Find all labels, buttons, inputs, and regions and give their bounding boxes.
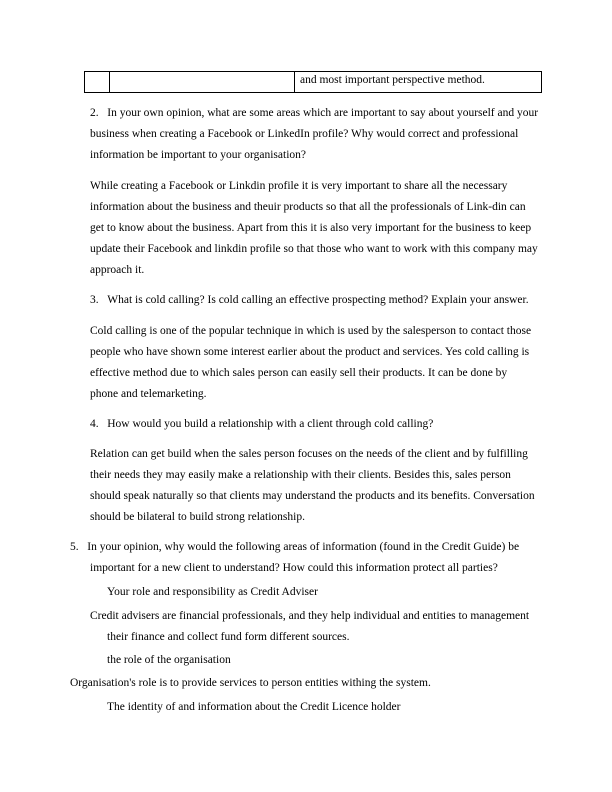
answer-text: get to know about the business. Apart from this it is also very important for the business to keep (90, 222, 532, 234)
question-text: In your own opinion, what are some areas which are important to say about yourself and your (107, 107, 539, 119)
answer-text: While creating a Facebook or Linkdin profile it is very important to share all the necessary (90, 180, 508, 192)
table-divider (294, 72, 295, 92)
subheading-organisation-role: the role of the organisation (107, 654, 231, 666)
question-text: What is cold calling? Is cold calling an effective prospecting method? Explain your answer. (107, 294, 529, 306)
answer-5 (90, 606, 541, 648)
question-number: 5. (70, 541, 79, 553)
answer-text: approach it. (90, 264, 145, 276)
answer-text: their finance and collect fund form different sources. (107, 631, 350, 643)
answer-text: information about the business and theuir products so that all the professionals of Link-din can (90, 201, 526, 213)
answer-text: should be bilateral to build strong relationship. (90, 511, 305, 523)
answer-text: update their Facebook and linkdin profile so that those who want to work with this company may (90, 243, 538, 255)
answer-text: phone and telemarketing. (90, 388, 207, 400)
subheading-credit-licence-holder: The identity of and information about the Credit Licence holder (107, 701, 401, 713)
answer-text: people who have shown some interest earlier about the product and services. Yes cold calling is (90, 346, 530, 358)
question-text: important for a new client to understand? How could this information protect all parties? (90, 562, 498, 574)
answer-text: should speak naturally so that clients may understand the products and its benefits. Conversation (90, 490, 535, 502)
subheading-credit-adviser-role: Your role and responsibility as Credit Adviser (107, 586, 318, 598)
question-4 (90, 414, 541, 435)
question-2 (90, 103, 541, 166)
question-number: 2. (90, 107, 99, 119)
question-number: 3. (90, 294, 99, 306)
answer-text: Credit advisers are financial professionals, and they help individual and entities to management (90, 610, 530, 622)
question-text: business when creating a Facebook or LinkedIn profile? Why would correct and professional (90, 128, 519, 140)
question-number: 4. (90, 418, 99, 430)
answer-text: effective method due to which sales person can easily sell their products. It can be done by (90, 367, 508, 379)
question-text: How would you build a relationship with a client through cold calling? (107, 418, 434, 430)
answer-4 (90, 444, 541, 528)
question-5 (70, 537, 541, 579)
question-text: In your opinion, why would the following areas of information (found in the Credit Guide) be (87, 541, 520, 553)
answer-2 (90, 176, 541, 281)
answer-organisation-role: Organisation's role is to provide services to person entities withing the system. (70, 677, 431, 689)
question-text: information be important to your organisation? (90, 149, 307, 161)
answer-3 (90, 321, 541, 405)
table-cell-text: and most important perspective method. (300, 74, 485, 86)
answer-text: Cold calling is one of the popular technique in which is used by the salesperson to contact those (90, 325, 532, 337)
answer-text: Relation can get build when the sales person focuses on the needs of the client and by fulfilling (90, 448, 528, 460)
answer-text: their needs they may easily make a relationship with their clients. Besides this, sales person (90, 469, 511, 481)
table-row (84, 71, 542, 93)
question-3 (90, 290, 541, 311)
table-divider (109, 72, 110, 92)
